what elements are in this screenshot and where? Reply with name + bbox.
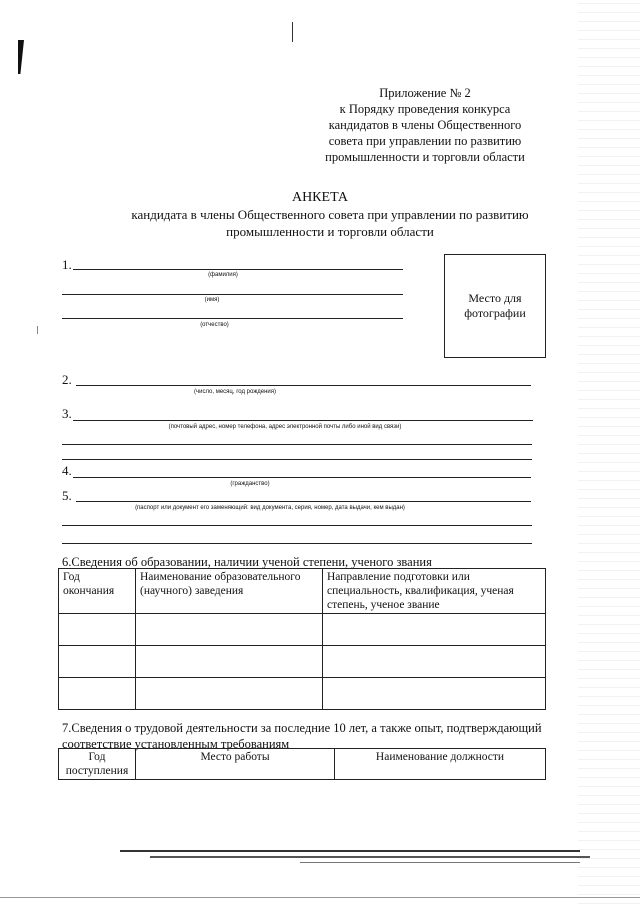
contact-line[interactable] bbox=[73, 420, 533, 421]
scan-line-bottom bbox=[0, 897, 640, 898]
photo-placeholder-box bbox=[444, 254, 546, 358]
field-number: 3. bbox=[62, 406, 72, 421]
appendix-line: кандидатов в члены Общественного bbox=[328, 118, 522, 132]
education-table bbox=[58, 568, 546, 710]
section-7-title-line: 7.Сведения о трудовой деятельности за последние 10 лет, а также опыт, подтверждающий bbox=[62, 721, 542, 735]
scan-line-bottom bbox=[120, 850, 580, 852]
table-row[interactable] bbox=[59, 614, 546, 646]
employment-table bbox=[58, 748, 546, 780]
scan-mark-left bbox=[18, 40, 24, 74]
form-title: АНКЕТА bbox=[291, 190, 349, 205]
table-header-cell: Направление подготовки или специальность, квалификация, ученая степень, ученое звание bbox=[323, 569, 546, 614]
surname-line[interactable] bbox=[73, 269, 403, 270]
scan-speck bbox=[37, 326, 38, 334]
table-header-cell: Наименование образовательного (научного) заведения bbox=[136, 569, 323, 614]
patronymic-line[interactable] bbox=[62, 318, 403, 319]
passport-line-3[interactable] bbox=[62, 543, 532, 544]
field-caption: (почтовый адрес, номер телефона, адрес электронной почты либо иной вид связи) bbox=[168, 424, 402, 430]
passport-line[interactable] bbox=[76, 501, 531, 502]
field-caption: (паспорт или документ его заменяющий: вид документа, серия, номер, дата выдачи, кем выдан) bbox=[135, 505, 405, 511]
field-caption: (число, месяц, год рождения) bbox=[194, 389, 276, 395]
appendix-line: Приложение № 2 bbox=[379, 86, 471, 100]
scan-line-bottom bbox=[300, 862, 580, 863]
birthdate-line[interactable] bbox=[76, 385, 531, 386]
section-6-title: 6.Сведения об образовании, наличии ученой степени, ученого звания bbox=[62, 555, 432, 569]
appendix-line: промышленности и торговли области bbox=[325, 150, 525, 164]
contact-line-2[interactable] bbox=[62, 444, 532, 445]
scan-mark-top bbox=[292, 22, 293, 42]
field-caption: (гражданство) bbox=[230, 481, 270, 487]
field-number: 2. bbox=[62, 372, 72, 387]
table-header-cell: Место работы bbox=[136, 749, 335, 780]
table-row[interactable] bbox=[59, 678, 546, 710]
field-caption: (фамилия) bbox=[208, 272, 238, 278]
field-caption: (имя) bbox=[204, 297, 220, 303]
field-number: 1. bbox=[62, 257, 72, 272]
appendix-line: к Порядку проведения конкурса bbox=[339, 102, 511, 116]
subtitle-line: кандидата в члены Общественного совета при управлении по развитию bbox=[131, 207, 529, 222]
table-header-cell: Наименование должности bbox=[335, 749, 546, 780]
subtitle-line: промышленности и торговли области bbox=[226, 224, 434, 239]
table-row[interactable] bbox=[59, 646, 546, 678]
table-header-cell: Год поступления bbox=[59, 749, 136, 780]
citizenship-line[interactable] bbox=[73, 477, 531, 478]
field-caption: (отчество) bbox=[200, 322, 229, 328]
field-number: 4. bbox=[62, 463, 72, 478]
photo-placeholder-label: Место для фотографии bbox=[464, 291, 526, 320]
field-number: 5. bbox=[62, 488, 72, 503]
table-header-cell: Год окончания bbox=[59, 569, 136, 614]
appendix-line: совета при управлении по развитию bbox=[328, 134, 522, 148]
passport-line-2[interactable] bbox=[62, 525, 532, 526]
section-7-title-line: соответствие установленным требованиям bbox=[62, 737, 290, 751]
scan-edge-noise bbox=[578, 0, 640, 905]
name-line[interactable] bbox=[62, 294, 403, 295]
form-subtitle bbox=[60, 206, 600, 240]
contact-line-3[interactable] bbox=[62, 459, 532, 460]
appendix-block bbox=[300, 85, 550, 165]
scan-line-bottom bbox=[150, 856, 590, 858]
